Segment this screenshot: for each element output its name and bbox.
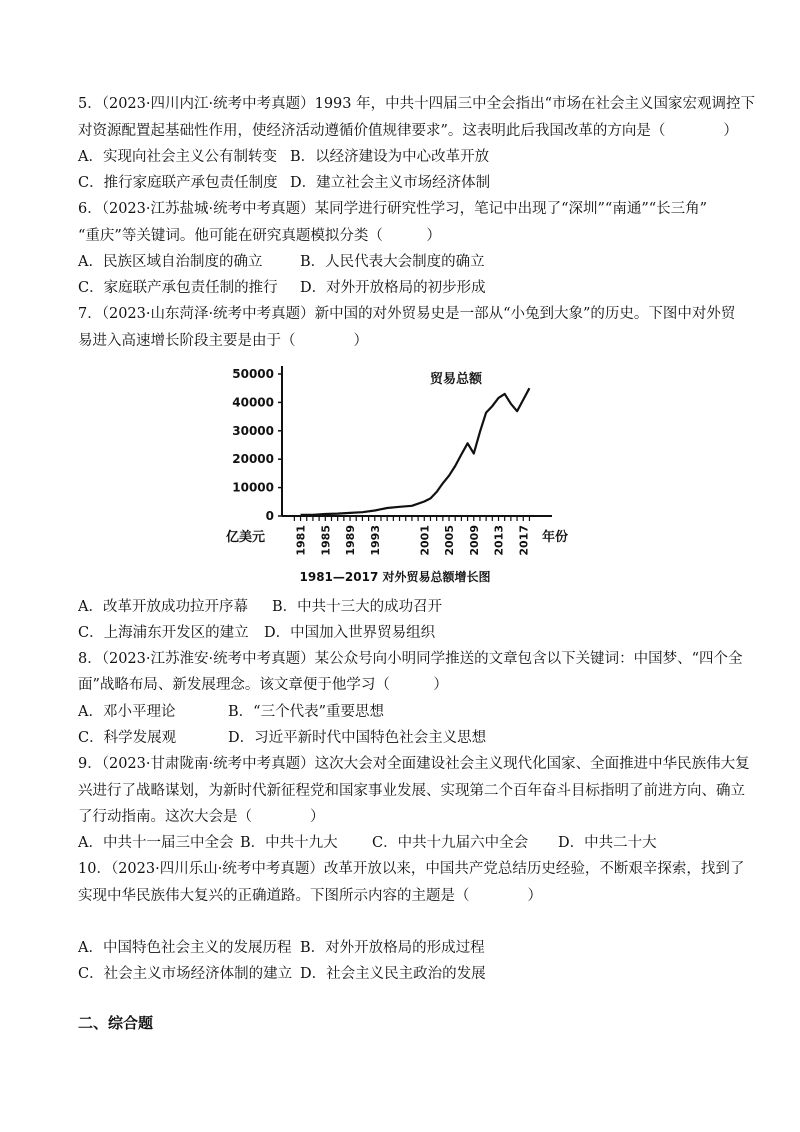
question-5-option-a[interactable]: A．实现向社会主义公有制转变 [78,149,277,165]
section-heading: 二、综合题 [78,1014,154,1032]
y-tick-label: 40000 [232,395,274,410]
question-10-option-b[interactable]: B．对外开放格局的形成过程 [300,940,485,956]
x-tick-label: 2009 [467,525,481,556]
question-8-option-b[interactable]: B．“三个代表”重要思想 [228,704,384,720]
question-5-line-2: 对资源配置起基础性作用，使经济活动遵循价值规律要求”。这表明此后我国改革的方向是（ ） [78,123,738,139]
question-5-option-c[interactable]: C．推行家庭联产承包责任制度 [78,175,278,191]
question-10-option-a[interactable]: A．中国特色社会主义的发展历程 [78,940,292,956]
question-9-line-1: 9．（2023·甘肃陇南·统考中考真题）这次大会对全面建设社会主义现代化国家、全面推进中华民族伟大复 [78,756,750,772]
y-tick-label: 30000 [232,423,274,438]
x-tick-label: 1989 [344,525,358,556]
question-8-option-c[interactable]: C．科学发展观 [78,730,177,746]
question-10-line-1: 10．（2023·四川乐山·统考中考真题）改革开放以来，中国共产党总结历史经验，不断艰辛探索，找到了 [78,861,745,877]
question-5-option-d[interactable]: D．建立社会主义市场经济体制 [290,175,491,191]
chart-axes [282,366,552,521]
question-8-line-1: 8．（2023·江苏淮安·统考中考真题）某公众号向小明同学推送的文章包含以下关键词：中国梦、“四个全 [78,651,743,667]
x-tick-labels [295,525,531,556]
question-9-line-3: 了行动指南。这次大会是（ ） [78,809,325,825]
question-10-option-c[interactable]: C．社会主义市场经济体制的建立 [78,966,293,982]
question-9-option-b[interactable]: B．中共十九大 [240,835,338,851]
x-tick-label: 1985 [319,525,333,556]
y-tick-label: 0 [265,509,274,523]
question-9-option-c[interactable]: C．中共十九届六中全会 [372,835,529,851]
question-7-line-1: 7．（2023·山东菏泽·统考中考真题）新中国的对外贸易史是一部从“小兔到大象”的历史。下图中对外贸 [78,306,736,322]
question-8-option-d[interactable]: D．习近平新时代中国特色社会主义思想 [228,730,487,746]
question-6-line-1: 6．（2023·江苏盐城·统考中考真题）某同学进行研究性学习，笔记中出现了“深圳”“南通”“长三角” [78,201,708,217]
question-7-line-2: 易进入高速增长阶段主要是由于（ ） [78,333,368,349]
x-tick-label: 2001 [418,525,432,556]
y-tick-label: 20000 [232,452,274,467]
x-tick-label: 1981 [294,525,308,556]
trade-total-line [301,388,530,515]
y-tick-label: 10000 [232,480,274,495]
question-5-option-b[interactable]: B．以经济建设为中心改革开放 [290,149,490,165]
question-8-option-a[interactable]: A．邓小平理论 [78,704,176,720]
question-5-line-1: 5．（2023·四川内江·统考中考真题）1993 年，中共十四届三中全会指出“市场在社会主义国家宏观调控下 [78,96,756,112]
question-7-option-a[interactable]: A．改革开放成功拉开序幕 [78,599,248,615]
y-axis-label: 亿美元 [226,530,266,545]
question-6-option-b[interactable]: B．人民代表大会制度的确立 [300,254,485,270]
x-tick-label: 1993 [368,525,382,556]
chart-title: 1981—2017 对外贸易总额增长图 [299,570,491,584]
y-tick-label: 50000 [232,367,274,381]
question-10-option-d[interactable]: D．社会主义民主政治的发展 [300,966,486,982]
question-8-line-2: 面”战略布局、新发展理念。该文章便于他学习（ ） [78,677,448,693]
x-tick-label: 2005 [443,525,457,556]
x-axis-label: 年份 [542,530,569,545]
question-6-line-2: “重庆”等关键词。他可能在研究真题模拟分类（ ） [78,228,441,244]
x-tick-label: 2013 [492,525,506,556]
question-7-option-d[interactable]: D．中国加入世界贸易组织 [264,625,436,641]
question-6-option-d[interactable]: D．对外开放格局的初步形成 [300,280,486,296]
question-10-line-2: 实现中华民族伟大复兴的正确道路。下图所示内容的主题是（ ） [78,888,542,904]
x-tick-label: 2017 [517,525,531,556]
question-9-line-2: 兴进行了战略谋划，为新时代新征程党和国家事业发展、实现第二个百年奋斗目标指明了前进方向、确立 [78,783,745,799]
question-7-option-b[interactable]: B．中共十三大的成功召开 [272,599,443,615]
question-9-option-a[interactable]: A．中共十一届三中全会 [78,835,234,851]
question-6-option-a[interactable]: A．民族区域自治制度的确立 [78,254,263,270]
series-label: 贸易总额 [430,372,483,387]
trade-chart [220,356,590,591]
y-tick-labels [232,367,282,523]
question-9-option-d[interactable]: D．中共二十大 [558,835,657,851]
question-6-option-c[interactable]: C．家庭联产承包责任制的推行 [78,280,278,296]
question-7-option-c[interactable]: C．上海浦东开发区的建立 [78,625,249,641]
